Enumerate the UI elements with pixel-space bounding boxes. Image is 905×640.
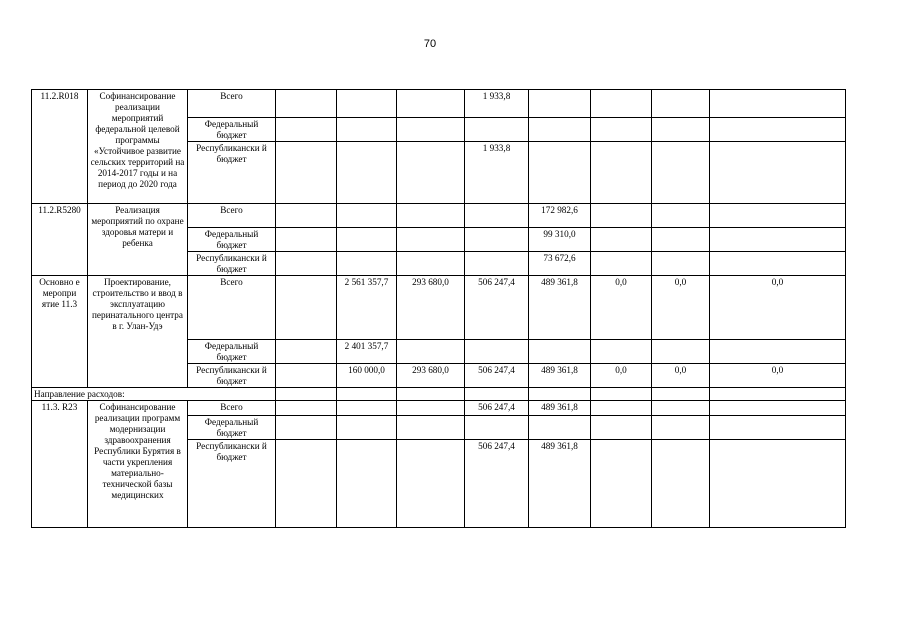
value-cell bbox=[652, 90, 710, 118]
value-cell bbox=[591, 388, 652, 401]
value-cell bbox=[529, 118, 591, 142]
value-cell bbox=[710, 228, 846, 252]
funding-source: Всего bbox=[188, 204, 276, 228]
funding-source: Всего bbox=[188, 90, 276, 118]
value-cell bbox=[276, 401, 337, 416]
funding-source: Федеральный бюджет bbox=[188, 340, 276, 364]
funding-source: Всего bbox=[188, 276, 276, 340]
value-cell: 172 982,6 bbox=[529, 204, 591, 228]
value-cell bbox=[710, 340, 846, 364]
value-cell bbox=[591, 204, 652, 228]
row-name: Проектирование, строительство и ввод в эксплуатацию перинатального центра в г. Улан-Удэ bbox=[88, 276, 188, 388]
value-cell bbox=[465, 340, 529, 364]
value-cell bbox=[710, 416, 846, 440]
value-cell bbox=[276, 340, 337, 364]
row-name: Софинансирование реализации мероприятий федеральной целевой программы «Устойчивое развитие сельских территорий на 2014-2017 годы и на период до 2020 года bbox=[88, 90, 188, 204]
value-cell bbox=[529, 142, 591, 204]
value-cell bbox=[652, 388, 710, 401]
value-cell bbox=[652, 401, 710, 416]
funding-source: Республикански й бюджет bbox=[188, 142, 276, 204]
value-cell bbox=[591, 118, 652, 142]
value-cell: 506 247,4 bbox=[465, 401, 529, 416]
value-cell: 2 401 357,7 bbox=[337, 340, 397, 364]
row-code: 11.3. R23 bbox=[32, 401, 88, 528]
value-cell bbox=[276, 388, 337, 401]
funding-source: Федеральный бюджет bbox=[188, 118, 276, 142]
value-cell: 73 672,6 bbox=[529, 252, 591, 276]
value-cell bbox=[337, 388, 397, 401]
value-cell: 0,0 bbox=[591, 364, 652, 388]
funding-source: Республикански й бюджет bbox=[188, 440, 276, 528]
value-cell: 489 361,8 bbox=[529, 364, 591, 388]
value-cell bbox=[337, 118, 397, 142]
value-cell bbox=[710, 388, 846, 401]
value-cell: 0,0 bbox=[591, 276, 652, 340]
value-cell bbox=[710, 440, 846, 528]
value-cell bbox=[591, 90, 652, 118]
value-cell bbox=[337, 401, 397, 416]
value-cell: 506 247,4 bbox=[465, 364, 529, 388]
value-cell bbox=[337, 142, 397, 204]
value-cell bbox=[337, 416, 397, 440]
value-cell: 489 361,8 bbox=[529, 440, 591, 528]
value-cell bbox=[710, 401, 846, 416]
funding-source: Республикански й бюджет bbox=[188, 252, 276, 276]
direction-label: Направление расходов: bbox=[32, 388, 276, 401]
value-cell bbox=[652, 142, 710, 204]
value-cell bbox=[465, 204, 529, 228]
value-cell bbox=[465, 416, 529, 440]
value-cell bbox=[397, 388, 465, 401]
value-cell bbox=[397, 142, 465, 204]
value-cell bbox=[397, 440, 465, 528]
value-cell bbox=[337, 204, 397, 228]
value-cell: 506 247,4 bbox=[465, 276, 529, 340]
funding-source: Республикански й бюджет bbox=[188, 364, 276, 388]
value-cell bbox=[276, 252, 337, 276]
value-cell: 489 361,8 bbox=[529, 276, 591, 340]
value-cell bbox=[337, 252, 397, 276]
funding-source: Федеральный бюджет bbox=[188, 416, 276, 440]
value-cell bbox=[652, 204, 710, 228]
value-cell bbox=[337, 440, 397, 528]
value-cell bbox=[276, 416, 337, 440]
budget-table bbox=[31, 89, 846, 528]
value-cell bbox=[529, 340, 591, 364]
row-code: 11.2.R5280 bbox=[32, 204, 88, 276]
value-cell bbox=[652, 252, 710, 276]
table-row bbox=[32, 388, 846, 401]
value-cell: 0,0 bbox=[652, 276, 710, 340]
value-cell bbox=[591, 416, 652, 440]
value-cell bbox=[397, 90, 465, 118]
value-cell bbox=[591, 252, 652, 276]
row-code: 11.2.R018 bbox=[32, 90, 88, 204]
value-cell bbox=[397, 252, 465, 276]
funding-source: Всего bbox=[188, 401, 276, 416]
row-code: Основно е меропри ятие 11.3 bbox=[32, 276, 88, 388]
value-cell bbox=[652, 416, 710, 440]
value-cell bbox=[591, 440, 652, 528]
value-cell bbox=[465, 228, 529, 252]
value-cell bbox=[591, 401, 652, 416]
value-cell bbox=[652, 340, 710, 364]
value-cell: 506 247,4 bbox=[465, 440, 529, 528]
value-cell bbox=[591, 228, 652, 252]
row-name: Реализация мероприятий по охране здоровья матери и ребенка bbox=[88, 204, 188, 276]
value-cell bbox=[397, 416, 465, 440]
value-cell: 0,0 bbox=[710, 276, 846, 340]
value-cell bbox=[529, 416, 591, 440]
value-cell bbox=[276, 276, 337, 340]
value-cell bbox=[465, 252, 529, 276]
funding-source: Федеральный бюджет bbox=[188, 228, 276, 252]
value-cell bbox=[710, 252, 846, 276]
table-row bbox=[32, 90, 846, 118]
value-cell bbox=[276, 142, 337, 204]
value-cell bbox=[276, 90, 337, 118]
value-cell bbox=[276, 204, 337, 228]
value-cell bbox=[710, 118, 846, 142]
value-cell bbox=[397, 401, 465, 416]
value-cell bbox=[710, 204, 846, 228]
value-cell bbox=[652, 118, 710, 142]
value-cell bbox=[397, 204, 465, 228]
value-cell bbox=[652, 440, 710, 528]
table-row bbox=[32, 401, 846, 416]
value-cell: 0,0 bbox=[710, 364, 846, 388]
value-cell: 2 561 357,7 bbox=[337, 276, 397, 340]
value-cell bbox=[652, 228, 710, 252]
value-cell: 489 361,8 bbox=[529, 401, 591, 416]
row-name: Софинансирование реализации программ модернизации здравоохранения Республики Бурятия в части укрепления материально-технической базы медицинских bbox=[88, 401, 188, 528]
value-cell bbox=[529, 388, 591, 401]
value-cell bbox=[337, 228, 397, 252]
value-cell bbox=[591, 340, 652, 364]
value-cell: 293 680,0 bbox=[397, 364, 465, 388]
value-cell bbox=[276, 440, 337, 528]
value-cell bbox=[276, 118, 337, 142]
value-cell bbox=[276, 364, 337, 388]
value-cell bbox=[465, 118, 529, 142]
value-cell: 293 680,0 bbox=[397, 276, 465, 340]
value-cell: 1 933,8 bbox=[465, 90, 529, 118]
value-cell bbox=[397, 118, 465, 142]
value-cell: 1 933,8 bbox=[465, 142, 529, 204]
value-cell: 99 310,0 bbox=[529, 228, 591, 252]
value-cell: 0,0 bbox=[652, 364, 710, 388]
value-cell bbox=[465, 388, 529, 401]
value-cell bbox=[337, 90, 397, 118]
value-cell bbox=[710, 90, 846, 118]
value-cell bbox=[710, 142, 846, 204]
page-number: 70 bbox=[423, 38, 437, 50]
value-cell bbox=[529, 90, 591, 118]
table-row bbox=[32, 276, 846, 340]
value-cell bbox=[276, 228, 337, 252]
value-cell bbox=[591, 142, 652, 204]
value-cell: 160 000,0 bbox=[337, 364, 397, 388]
value-cell bbox=[397, 340, 465, 364]
value-cell bbox=[397, 228, 465, 252]
table-row bbox=[32, 204, 846, 228]
